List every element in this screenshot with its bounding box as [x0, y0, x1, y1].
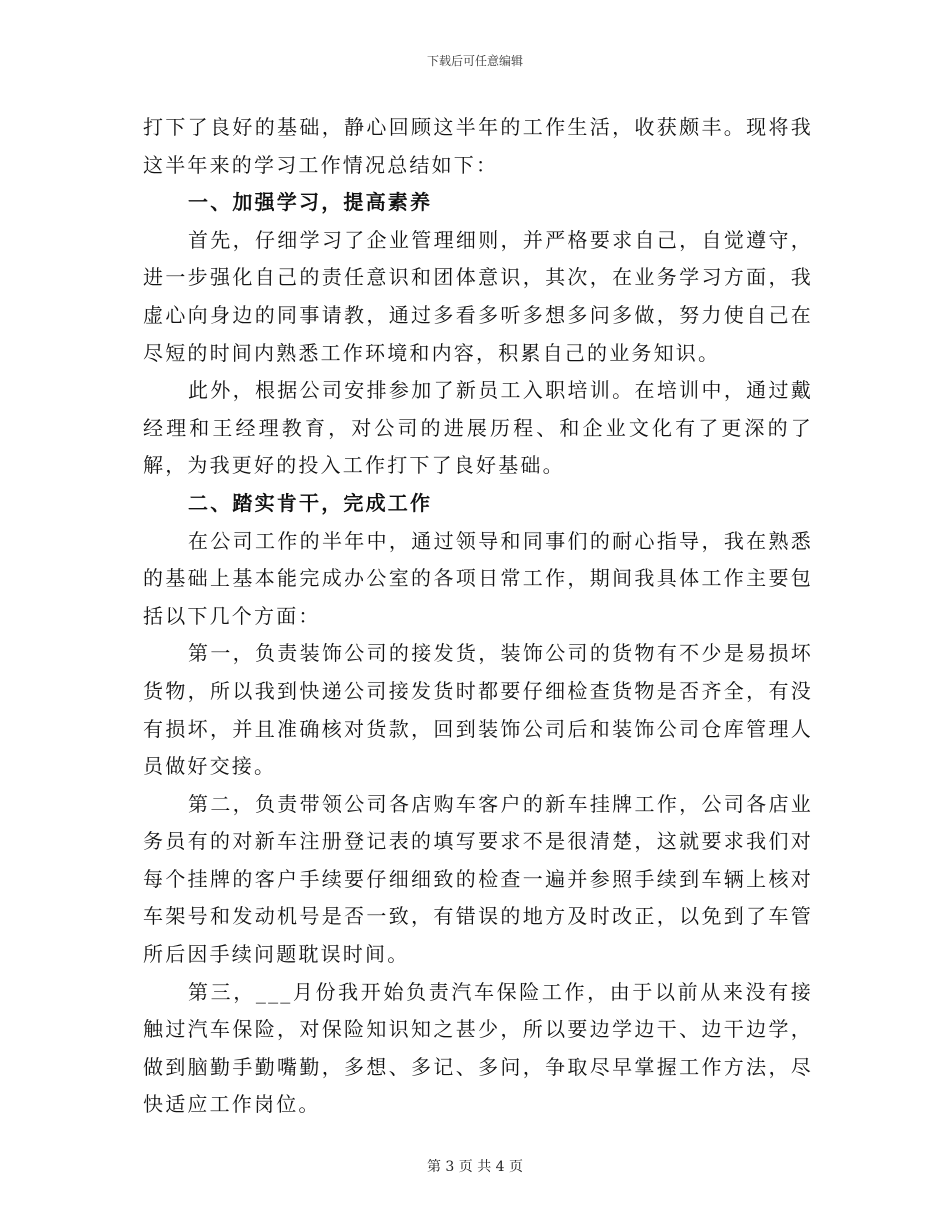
paragraph-study: 首先，仔细学习了企业管理细则，并严格要求自己，自觉遵守，进一步强化自己的责任意识和团体意识，其次，在业务学习方面，我虚心向身边的同事请教，通过多看多听多想多问多做，努力使自己在尽短的时间内熟悉工作环境和内容，积累自己的业务知识。 — [143, 227, 813, 365]
section-heading-1: 一、加强学习，提高素养 — [188, 190, 433, 215]
paragraph-training: 此外，根据公司安排参加了新员工入职培训。在培训中，通过戴经理和王经理教育，对公司的进展历程、和企业文化有了更深的了解，为我更好的投入工作打下了良好基础。 — [143, 378, 813, 478]
page-header-note: 下载后可任意编辑 — [426, 54, 523, 68]
document-body — [143, 109, 813, 1124]
paragraph-first-duty: 第一，负责装饰公司的接发货，装饰公司的货物有不少是易损坏货物，所以我到快递公司接发货时都要仔细检查货物是否齐全，有没有损坏，并且准确核对货款，回到装饰公司后和装饰公司仓库管理人员做好交接。 — [143, 641, 813, 779]
paragraph-second-duty: 第二，负责带领公司各店购车客户的新车挂牌工作，公司各店业务员有的对新车注册登记表的填写要求不是很清楚，这就要求我们对每个挂牌的客户手续要仔细细致的检查一遍并参照手续到车辆上核对车架号和发动机号是否一致，有错误的地方及时改正，以免到了车管所后因手续问题耽误时间。 — [143, 791, 813, 967]
page-footer-number: 第 3 页 共 4 页 — [426, 1159, 524, 1175]
section-heading-2: 二、踏实肯干，完成工作 — [188, 490, 433, 515]
paragraph-third-duty: 第三，___月份我开始负责汽车保险工作，由于以前从来没有接触过汽车保险，对保险知识知之甚少，所以要边学边干、边干边学，做到脑勤手勤嘴勤，多想、多记、多问，争取尽早掌握工作方法，尽快适应工作岗位。 — [143, 979, 813, 1117]
paragraph-continuation: 打下了良好的基础，静心回顾这半年的工作生活，收获颇丰。现将我这半年来的学习工作情况总结如下： — [143, 115, 813, 177]
paragraph-work-intro: 在公司工作的半年中，通过领导和同事们的耐心指导，我在熟悉的基础上基本能完成办公室的各项日常工作，期间我具体工作主要包括以下几个方面： — [143, 528, 813, 628]
